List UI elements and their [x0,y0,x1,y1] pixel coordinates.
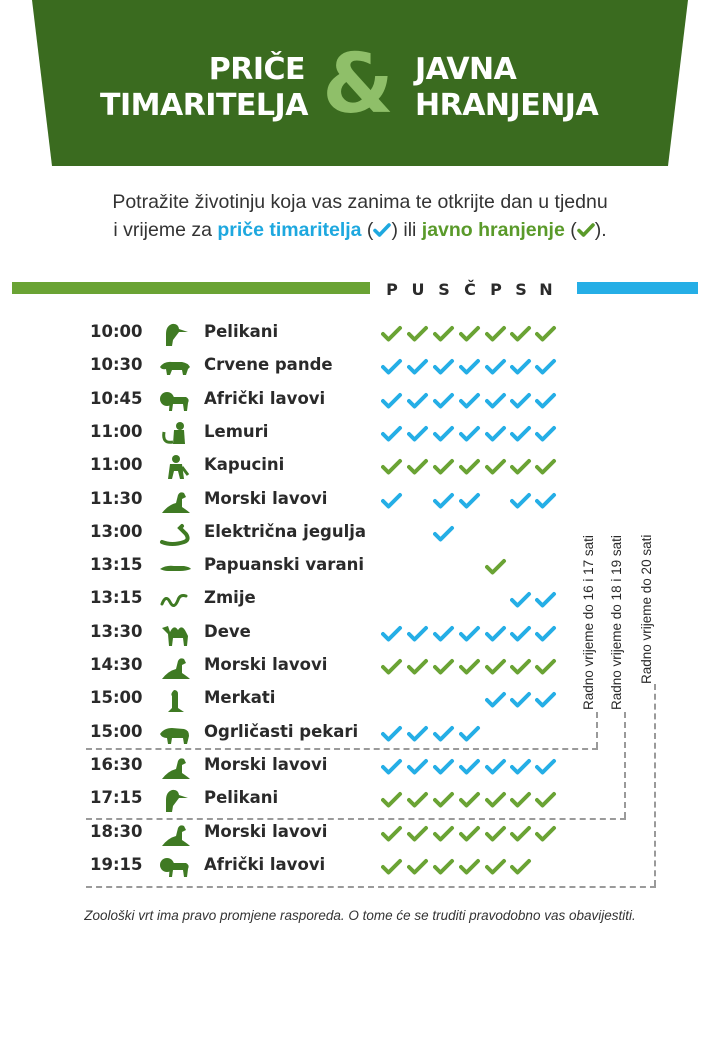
time: 15:00 [90,721,143,741]
blue-check-icon [535,424,557,444]
opening-hours-16-17: Radno vrijeme do 16 i 17 sati [581,535,596,710]
time: 14:30 [90,655,143,674]
blue-check-icon [510,590,532,610]
green-check-icon [407,824,429,844]
table-row [0,418,720,451]
animal-name: Afrički lavovi [204,388,326,408]
animal-name: Morski lavovi [204,754,328,774]
green-check-icon [381,457,403,477]
green-check-icon [485,857,507,877]
blue-check-icon [535,757,557,777]
blue-check-icon [459,491,481,511]
animal-name: Ogrličasti pekari [204,721,359,741]
green-check-icon [433,857,455,877]
blue-check-icon [485,624,507,644]
blue-check-icon [381,757,403,777]
blue-check-icon [433,391,455,411]
animal-name: Afrički lavovi [204,854,326,874]
blue-check-icon [510,690,532,710]
blue-check-icon [485,391,507,411]
time: 11:00 [90,421,143,441]
blue-check-icon [459,391,481,411]
blue-check-icon [381,391,403,411]
green-check-icon [433,457,455,477]
animal-name: Zmije [204,588,256,608]
time: 18:30 [90,821,143,841]
blue-check-icon [535,624,557,644]
green-check-icon [407,324,429,344]
green-check-icon [381,824,403,844]
green-check-icon [459,824,481,844]
green-check-icon [433,790,455,810]
sea-lion-icon [158,487,192,515]
table-row [0,451,720,484]
lion-icon [158,853,192,881]
blue-check-icon [510,357,532,377]
green-check-icon [433,324,455,344]
green-check-icon [459,457,481,477]
blue-check-icon [510,757,532,777]
time: 15:00 [90,688,143,708]
green-check-icon [485,557,507,577]
table-row [0,851,720,884]
animal-name: Papuanski varani [204,555,364,575]
green-check-icon [407,857,429,877]
blue-check-icon [459,357,481,377]
green-check-icon [577,218,595,246]
footer-note: Zoološki vrt ima pravo promjene rasporeda. O tome će se truditi pravodobno vas obavijestiti. [84,908,636,923]
blue-check-icon [381,491,403,511]
blue-check-icon [535,590,557,610]
blue-check-icon [381,624,403,644]
public-feedings-label: javno hranjenje [421,219,565,241]
monitor-lizard-icon [158,553,192,581]
title-right-line2: HRANJENJA [415,88,599,123]
intro-line1: Potražite životinju koja vas zanima te otkrijte dan u tjednu [112,191,608,213]
bracket-18-19 [624,712,626,818]
blue-check-icon [510,391,532,411]
title-left-line2: TIMARITELJA [100,88,308,123]
blue-check-icon [535,357,557,377]
table-row [0,385,720,418]
animal-name: Električna jegulja [204,521,367,541]
blue-check-icon [373,218,391,246]
table-row [0,485,720,518]
title-public-feedings [415,52,615,124]
time: 13:15 [90,555,143,575]
day-header: U [411,280,425,299]
blue-check-icon [510,424,532,444]
green-check-icon [485,657,507,677]
blue-check-icon [535,391,557,411]
green-check-icon [510,657,532,677]
lion-icon [158,387,192,415]
blue-check-icon [407,757,429,777]
blue-check-icon [407,624,429,644]
animal-name: Merkati [204,688,276,708]
time: 19:15 [90,854,143,874]
green-check-icon [381,790,403,810]
title-keeper-talks [100,52,308,124]
animal-name: Pelikani [204,322,279,341]
monkey-icon [158,453,192,481]
animal-name: Crvene pande [204,355,333,375]
green-check-icon [433,657,455,677]
green-check-icon [510,324,532,344]
header-banner [0,0,720,166]
blue-check-icon [459,724,481,744]
table-row [0,818,720,851]
blue-check-icon [459,424,481,444]
intro-line2 [40,216,680,246]
blue-check-icon [485,757,507,777]
blue-check-icon [407,391,429,411]
table-row [0,751,720,784]
day-header: S [438,280,450,299]
time: 10:45 [90,388,143,408]
green-check-icon [485,824,507,844]
pelican-icon [158,320,192,348]
animal-name: Morski lavovi [204,821,328,841]
time: 13:00 [90,521,143,541]
close-paren-2: ) [594,219,602,241]
green-check-icon [535,324,557,344]
green-check-icon [381,857,403,877]
sea-lion-icon [158,653,192,681]
opening-hours-18-19: Radno vrijeme do 18 i 19 sati [609,535,624,710]
time: 11:00 [90,455,143,475]
green-header-bar [12,282,370,294]
green-check-icon [510,824,532,844]
green-check-icon [433,824,455,844]
time: 16:30 [90,754,143,774]
green-check-icon [407,657,429,677]
eel-icon [158,520,192,548]
blue-check-icon [485,357,507,377]
blue-check-icon [407,424,429,444]
table-row [0,318,720,351]
blue-check-icon [510,491,532,511]
blue-check-icon [535,491,557,511]
blue-check-icon [433,724,455,744]
blue-check-icon [433,524,455,544]
camel-icon [158,620,192,648]
time: 17:15 [90,788,143,808]
time: 13:15 [90,588,143,608]
title-right-line1: JAVNA [415,52,517,87]
intro-end: . [601,219,607,241]
blue-check-icon [407,357,429,377]
blue-check-icon [485,690,507,710]
green-check-icon [510,790,532,810]
day-header: Č [464,280,476,299]
close-paren-1: ) [391,219,398,241]
separator-18-19 [86,818,626,820]
opening-hours-20: Radno vrijeme do 20 sati [639,534,654,684]
snake-icon [158,586,192,614]
separator-16-17 [86,748,598,750]
green-check-icon [459,790,481,810]
day-header: P [386,280,398,299]
bracket-20 [654,684,656,886]
green-check-icon [459,324,481,344]
green-check-icon [407,457,429,477]
green-check-icon [535,657,557,677]
open-paren-1: ( [361,219,374,241]
animal-name: Morski lavovi [204,488,328,508]
ampersand: & [322,37,394,132]
lemur-icon [158,420,192,448]
open-paren-2: ( [564,219,577,241]
keeper-talks-label: priče timaritelja [217,219,362,241]
sea-lion-icon [158,753,192,781]
blue-check-icon [433,491,455,511]
blue-check-icon [459,757,481,777]
red-panda-icon [158,353,192,381]
green-check-icon [381,324,403,344]
blue-check-icon [433,424,455,444]
animal-name: Deve [204,621,251,641]
blue-check-icon [535,690,557,710]
blue-check-icon [433,757,455,777]
animal-name: Kapucini [204,455,285,475]
animal-name: Pelikani [204,788,279,808]
day-header: P [490,280,502,299]
sea-lion-icon [158,820,192,848]
day-header: S [515,280,527,299]
time: 10:30 [90,355,143,375]
green-check-icon [485,457,507,477]
time: 11:30 [90,488,143,508]
blue-check-icon [485,424,507,444]
blue-check-icon [510,624,532,644]
intro-prefix: i vrijeme za [113,219,218,241]
blue-check-icon [381,724,403,744]
separator-20 [86,886,656,888]
day-header: N [539,280,553,299]
blue-check-icon [381,357,403,377]
table-row [0,351,720,384]
blue-header-bar [577,282,698,294]
table-row [0,784,720,817]
green-check-icon [459,657,481,677]
blue-check-icon [433,624,455,644]
table-row [0,718,720,751]
green-check-icon [535,824,557,844]
blue-check-icon [407,724,429,744]
green-check-icon [459,857,481,877]
meerkat-icon [158,686,192,714]
intro-text [40,188,680,246]
pelican-icon [158,786,192,814]
time: 10:00 [90,322,143,341]
green-check-icon [510,457,532,477]
blue-check-icon [381,424,403,444]
bracket-16-17 [596,712,598,748]
green-check-icon [485,324,507,344]
green-check-icon [535,790,557,810]
blue-check-icon [433,357,455,377]
green-check-icon [407,790,429,810]
time: 13:30 [90,621,143,641]
green-check-icon [535,457,557,477]
green-check-icon [381,657,403,677]
blue-check-icon [459,624,481,644]
animal-name: Morski lavovi [204,655,328,674]
animal-name: Lemuri [204,421,269,441]
intro-middle: ili [397,219,422,241]
green-check-icon [510,857,532,877]
peccary-icon [158,720,192,748]
green-check-icon [485,790,507,810]
title-left-line1: PRIČE [208,52,305,87]
